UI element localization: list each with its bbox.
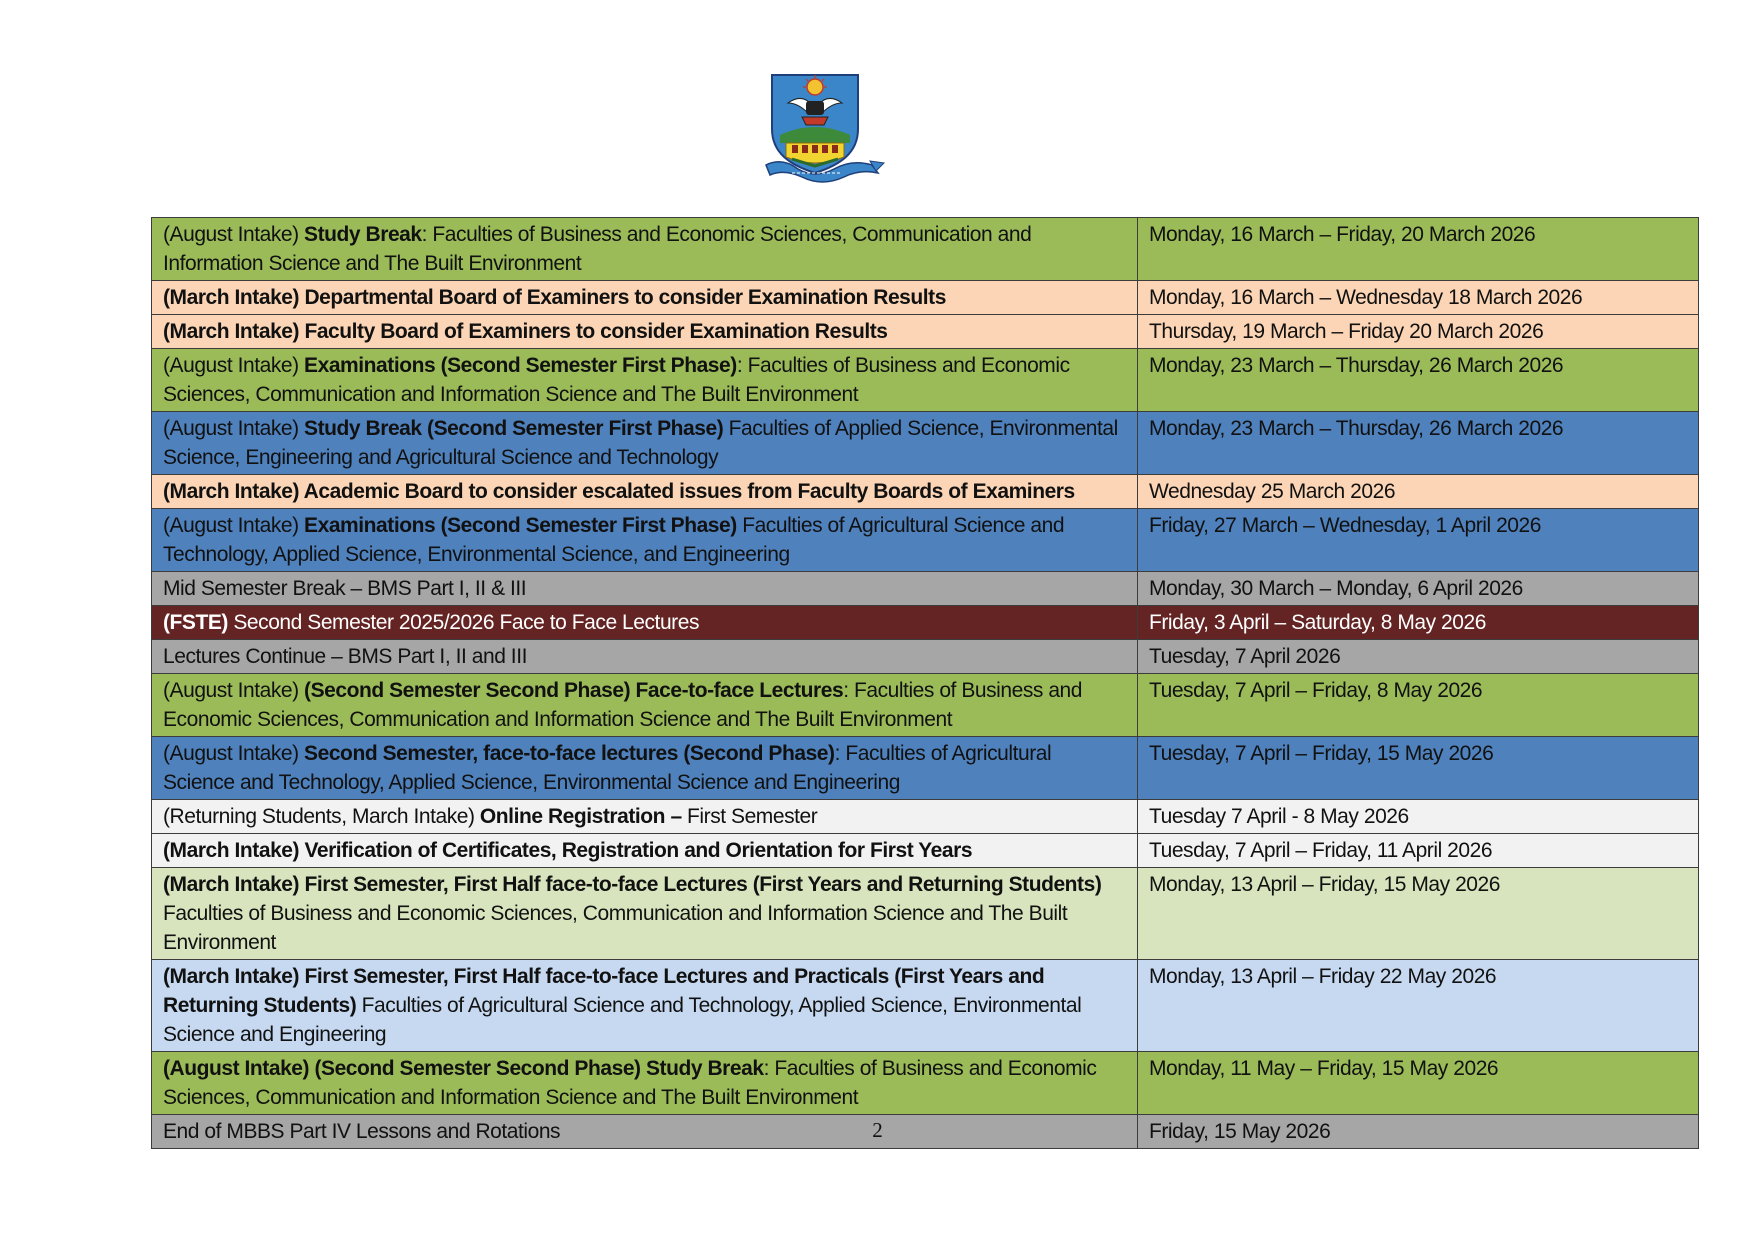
- date-cell: Monday, 13 April – Friday 22 May 2026: [1138, 960, 1699, 1052]
- event-text-bold: (March Intake) First Semester, First Half face-to-face Lectures (First Years and Returning Students): [163, 873, 1102, 896]
- event-cell: [152, 960, 1138, 1052]
- date-cell: Monday, 13 April – Friday, 15 May 2026: [1138, 868, 1699, 960]
- event-cell: [152, 509, 1138, 572]
- table-row: [152, 674, 1699, 737]
- table-row: [152, 509, 1699, 572]
- event-text-bold: (March Intake) Verification of Certificates, Registration and Orientation for First Years: [163, 839, 973, 862]
- event-text: : Faculties of Business and Economic Sciences, Communication and Information Science and The Built Environment: [163, 223, 1032, 275]
- event-cell: [152, 218, 1138, 281]
- university-crest-icon: [762, 73, 886, 187]
- table-row: [152, 834, 1699, 868]
- table-row: [152, 349, 1699, 412]
- event-text: (August Intake): [163, 417, 305, 440]
- event-text-bold: (March Intake) First Semester, First Half face-to-face Lectures and Practicals (First Years and Returning Students): [163, 965, 1045, 1017]
- table-row: [152, 640, 1699, 674]
- date-cell: Monday, 23 March – Thursday, 26 March 2026: [1138, 412, 1699, 475]
- date-cell: Monday, 11 May – Friday, 15 May 2026: [1138, 1052, 1699, 1115]
- event-text: (August Intake): [163, 679, 305, 702]
- event-text-bold: (Second Semester Second Phase) Face-to-face Lectures: [304, 679, 844, 702]
- date-cell: Friday, 15 May 2026: [1138, 1115, 1699, 1149]
- event-cell: [152, 674, 1138, 737]
- event-cell: [152, 606, 1138, 640]
- event-text: Second Semester 2025/2026 Face to Face Lectures: [227, 611, 699, 634]
- page-number: 2: [872, 1118, 883, 1142]
- event-text: Mid Semester Break – BMS Part I, II & III: [163, 577, 527, 600]
- event-cell: [152, 475, 1138, 509]
- table-row: [152, 218, 1699, 281]
- date-cell: Tuesday, 7 April 2026: [1138, 640, 1699, 674]
- event-text-bold: Study Break: [304, 223, 422, 246]
- table-row: [152, 281, 1699, 315]
- event-cell: [152, 1052, 1138, 1115]
- event-text: First Semester: [681, 805, 818, 828]
- event-text-bold: (August Intake) (Second Semester Second Phase) Study Break: [163, 1057, 764, 1080]
- event-text-bold: (March Intake) Faculty Board of Examiners to consider Examination Results: [163, 320, 888, 343]
- academic-calendar-table: [151, 217, 1699, 1149]
- table-row: [152, 1052, 1699, 1115]
- event-text-bold: Second Semester, face-to-face lectures (Second Phase): [304, 742, 835, 765]
- event-text: (August Intake): [163, 514, 305, 537]
- event-cell: [152, 349, 1138, 412]
- table-row: [152, 475, 1699, 509]
- event-text-bold: Online Registration –: [479, 805, 682, 828]
- event-text: Faculties of Applied Science, Environmental Science, Engineering and Agricultural Science and Technology: [163, 417, 1118, 469]
- event-cell: [152, 834, 1138, 868]
- event-text: (August Intake): [163, 742, 305, 765]
- date-cell: Monday, 16 March – Wednesday 18 March 2026: [1138, 281, 1699, 315]
- date-cell: Tuesday, 7 April – Friday, 8 May 2026: [1138, 674, 1699, 737]
- event-text: Faculties of Agricultural Science and Technology, Applied Science, Environmental Science, and Engineering: [163, 514, 1065, 566]
- date-cell: Tuesday, 7 April – Friday, 11 April 2026: [1138, 834, 1699, 868]
- calendar-body: [152, 218, 1699, 1149]
- event-text: : Faculties of Business and Economic Sciences, Communication and Information Science and The Built Environment: [163, 679, 1083, 731]
- event-text-bold: (FSTE): [163, 611, 228, 634]
- table-row: [152, 868, 1699, 960]
- table-row: [152, 800, 1699, 834]
- event-text-bold: (March Intake) Academic Board to consider escalated issues from Faculty Boards of Examiners: [163, 480, 1075, 503]
- event-text-bold: (March Intake) Departmental Board of Examiners to consider Examination Results: [163, 286, 946, 309]
- event-text: Lectures Continue – BMS Part I, II and III: [163, 645, 527, 668]
- date-cell: Friday, 27 March – Wednesday, 1 April 2026: [1138, 509, 1699, 572]
- event-cell: [152, 868, 1138, 960]
- event-text: : Faculties of Business and Economic Sciences, Communication and Information Science and The Built Environment: [163, 354, 1070, 406]
- date-cell: Monday, 23 March – Thursday, 26 March 2026: [1138, 349, 1699, 412]
- event-text-bold: Examinations (Second Semester First Phase): [304, 354, 737, 377]
- table-row: [152, 606, 1699, 640]
- event-cell: [152, 572, 1138, 606]
- date-cell: Tuesday, 7 April – Friday, 15 May 2026: [1138, 737, 1699, 800]
- date-cell: Wednesday 25 March 2026: [1138, 475, 1699, 509]
- event-text-bold: Examinations (Second Semester First Phase): [304, 514, 737, 537]
- date-cell: Thursday, 19 March – Friday 20 March 2026: [1138, 315, 1699, 349]
- table-row: [152, 572, 1699, 606]
- table-row: [152, 315, 1699, 349]
- table-row: [152, 412, 1699, 475]
- event-text: End of MBBS Part IV Lessons and Rotations: [163, 1120, 561, 1143]
- event-text: (August Intake): [163, 354, 305, 377]
- event-text-bold: Study Break (Second Semester First Phase): [304, 417, 724, 440]
- table-row: [152, 960, 1699, 1052]
- event-cell: [152, 281, 1138, 315]
- event-text: (August Intake): [163, 223, 305, 246]
- date-cell: Tuesday 7 April - 8 May 2026: [1138, 800, 1699, 834]
- event-cell: [152, 315, 1138, 349]
- event-text: Faculties of Business and Economic Sciences, Communication and Information Science and The Built Environment: [163, 902, 1068, 954]
- event-cell: [152, 737, 1138, 800]
- event-cell: [152, 640, 1138, 674]
- event-cell: [152, 412, 1138, 475]
- event-text: : Faculties of Agricultural Science and Technology, Applied Science, Environmental Science and Engineering: [163, 742, 1052, 794]
- event-text: (Returning Students, March Intake): [163, 805, 480, 828]
- event-text: : Faculties of Business and Economic Sciences, Communication and Information Science and The Built Environment: [163, 1057, 1097, 1109]
- event-text: Faculties of Agricultural Science and Technology, Applied Science, Environmental Science and Engineering: [163, 994, 1082, 1046]
- date-cell: Monday, 16 March – Friday, 20 March 2026: [1138, 218, 1699, 281]
- date-cell: Monday, 30 March – Monday, 6 April 2026: [1138, 572, 1699, 606]
- table-row: [152, 737, 1699, 800]
- event-cell: [152, 800, 1138, 834]
- date-cell: Friday, 3 April – Saturday, 8 May 2026: [1138, 606, 1699, 640]
